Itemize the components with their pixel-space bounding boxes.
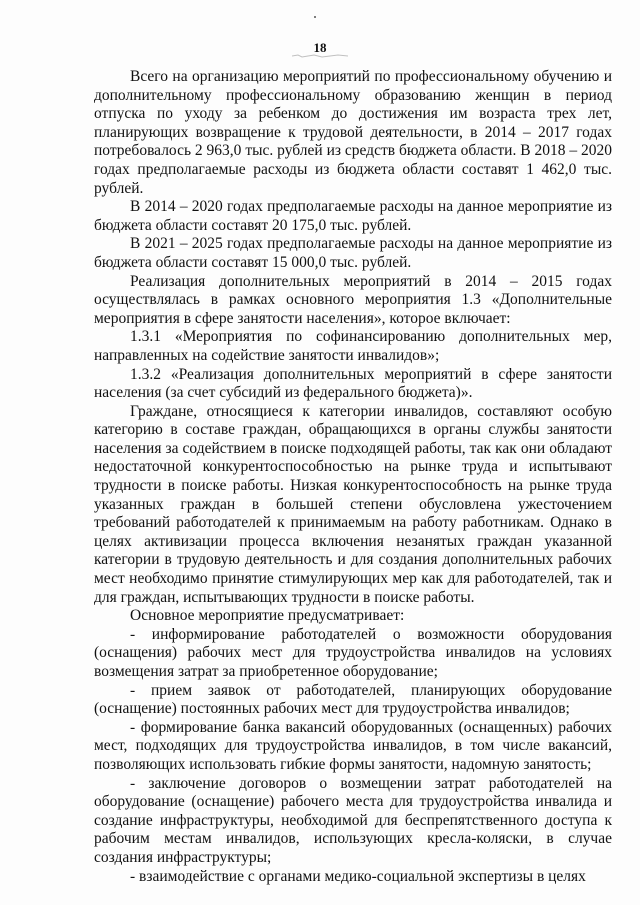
list-item: - прием заявок от работодателей, планирующих оборудование (оснащение) постоянных рабочих мест для трудоустройства инвалидов; [94,681,612,718]
paragraph-disabled-citizens: Граждане, относящиеся к категории инвалидов, составляют особую категорию в составе граждан, обращающихся в органы службы занятости населения за содействием в поиске подходящей работы, так как они обладают недостаточной конкурентоспособностью на рынке труда и испытывают трудности в поиске работы. Низкая конкурентоспособность на рынке труда указанных граждан в большей степени обусловлена ужесточением требований работодателей к принимаемым на работу работникам. Однако в целях активизации процесса включения незанятых граждан указанной категории в трудовую деятельность и для создания дополнительных рабочих мест необходимо принятие стимулирующих мер как для работодателей, так и для граждан, испытывающих трудности в поиске работы. [94,402,612,606]
paragraph-funding-women-training: Всего на организацию мероприятий по профессиональному обучению и дополнительному профессиональному образованию женщин в период отпуска по уходу за ребенком до достижения им возраста трех лет, планирующих возвращение к трудовой деятельности, в 2014 – 2017 годах потребовалось 2 963,0 тыс. рублей из средств бюджета области. В 2018 – 2020 годах предполагаемые расходы из бюджета области составят 1 462,0 тыс. рублей. [94,68,612,197]
scan-artifact-dot [314,16,316,18]
list-item: - информирование работодателей о возможности оборудования (оснащения) рабочих мест для трудоустройства инвалидов на условиях возмещения затрат за приобретенное оборудование; [94,625,612,680]
paragraph-item-1-3-1: 1.3.1 «Мероприятия по софинансированию дополнительных мер, направленных на содействие занятости инвалидов»; [94,328,612,364]
list-item: - взаимодействие с органами медико-социальной экспертизы в целях [130,867,586,885]
list-item: - заключение договоров о возмещении затрат работодателей на оборудование (оснащение) рабочего места для трудоустройства инвалида и создание инфраструктуры, необходимой для беспрепятственного доступа к рабочим местам инвалидов, использующих кресла-коляски, в случае создания инфраструктуры; [94,774,612,866]
paragraph-item-1-3-2: 1.3.2 «Реализация дополнительных мероприятий в сфере занятости населения (за счет субсидий из федерального бюджета)». [94,365,612,402]
paragraph-additional-measures: Реализация дополнительных мероприятий в 2014 – 2015 годах осуществлялась в рамках основного мероприятия 1.3 «Дополнительные мероприятия в сфере занятости населения», которое включает: [94,272,612,327]
list-item: - формирование банка вакансий оборудованных (оснащенных) рабочих мест, подходящих для трудоустройства инвалидов, в том числе вакансий, позволяющих использовать гибкие формы занятости, надомную занятость; [94,718,612,773]
page-number: 18 [313,40,327,55]
paragraph-main-measure-intro: Основное мероприятие предусматривает: [130,607,405,625]
document-body [94,68,612,886]
paragraph-budget-2014-2020: В 2014 – 2020 годах предполагаемые расходы на данное мероприятие из бюджета области составят 20 175,0 тыс. рублей. [94,198,612,234]
paragraph-budget-2021-2025: В 2021 – 2025 годах предполагаемые расходы на данное мероприятие из бюджета области составят 15 000,0 тыс. рублей. [94,235,612,271]
